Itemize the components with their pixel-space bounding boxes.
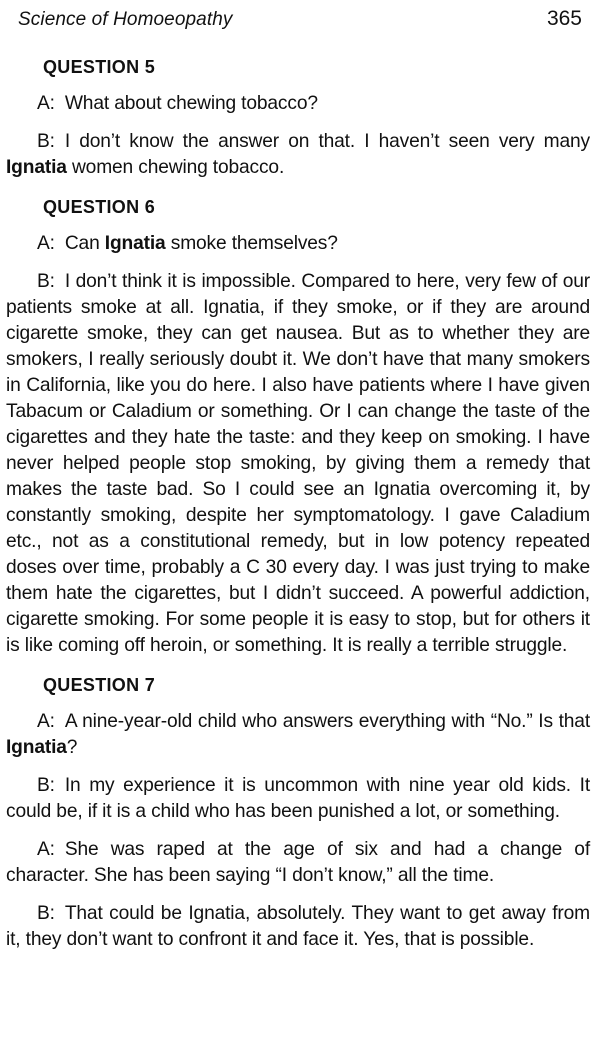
dialogue-paragraph — [6, 709, 590, 761]
book-title: Science of Homoeopathy — [18, 9, 233, 30]
speaker-label: A: — [37, 839, 55, 860]
speaker-label: A: — [37, 93, 55, 114]
dialogue-paragraph — [6, 231, 590, 257]
speaker-label: B: — [37, 775, 55, 796]
paragraph-text-pre: A nine-year-old child who answers everything with “No.” Is that — [64, 711, 590, 732]
dialogue-paragraph — [6, 91, 590, 117]
dialogue-paragraph — [6, 901, 590, 953]
paragraph-text: In my experience it is uncommon with nine year old kids. It could be, if it is a child who has been punished a lot, or something. — [6, 775, 590, 822]
paragraph-text: I don’t think it is impossible. Compared to here, very few of our patients smoke at all. Ignatia, if they smoke, or if they are around cigarette smoke, they can get nausea. But as to whether they are smokers, I really seriously doubt it. We don’t have that many smokers in California, like you do here. I also have patients where I have given Tabacum or Caladium or something. Or I can change the taste of the cigarettes and they hate the taste: and they keep on smoking. I have never helped people stop smoking, by giving them a remedy that makes the taste bad. So I could see an Ignatia overcoming it, by constantly smoking, despite her symptomatology. I gave Caladium etc., not as a constitutional remedy, but in low potency repeated doses over time, probably a C 30 every day. I was just trying to make them hate the cigarettes, but I didn’t succeed. A powerful addiction, cigarette smoking. For some people it is easy to stop, but for others it is like coming off heroin, or something. It is really a terrible struggle. — [6, 271, 590, 656]
paragraph-text-post: smoke themselves? — [165, 233, 338, 254]
remedy-name-bold: Ignatia — [6, 157, 67, 178]
speaker-label: B: — [37, 903, 55, 924]
question-heading: QUESTION 5 — [43, 57, 156, 77]
dialogue-paragraph — [6, 837, 590, 889]
paragraph-text-pre: I don’t know the answer on that. I haven’t seen very many — [64, 131, 590, 152]
dialogue-paragraph — [6, 269, 590, 659]
question-heading: QUESTION 7 — [43, 675, 156, 695]
speaker-label: A: — [37, 233, 55, 254]
running-head — [6, 0, 590, 44]
paragraph-text: That could be Ignatia, absolutely. They want to get away from it, they don’t want to confront it and face it. Yes, that is possible. — [6, 903, 590, 950]
speaker-label: B: — [37, 271, 55, 292]
remedy-name-bold: Ignatia — [6, 737, 67, 758]
question-heading: QUESTION 6 — [43, 197, 156, 217]
dialogue-paragraph — [6, 773, 590, 825]
dialogue-paragraph — [6, 129, 590, 181]
speaker-label: A: — [37, 711, 55, 732]
speaker-label: B: — [37, 131, 55, 152]
paragraph-text: What about chewing tobacco? — [64, 93, 318, 114]
paragraph-text-post: women chewing tobacco. — [66, 157, 285, 178]
paragraph-text: She was raped at the age of six and had a change of character. She has been saying “I don’t know,” all the time. — [6, 839, 590, 886]
paragraph-text-post: ? — [66, 737, 78, 758]
remedy-name-bold: Ignatia — [104, 233, 166, 254]
paragraph-text-pre: Can — [64, 233, 105, 254]
page-number: 365 — [546, 7, 582, 30]
